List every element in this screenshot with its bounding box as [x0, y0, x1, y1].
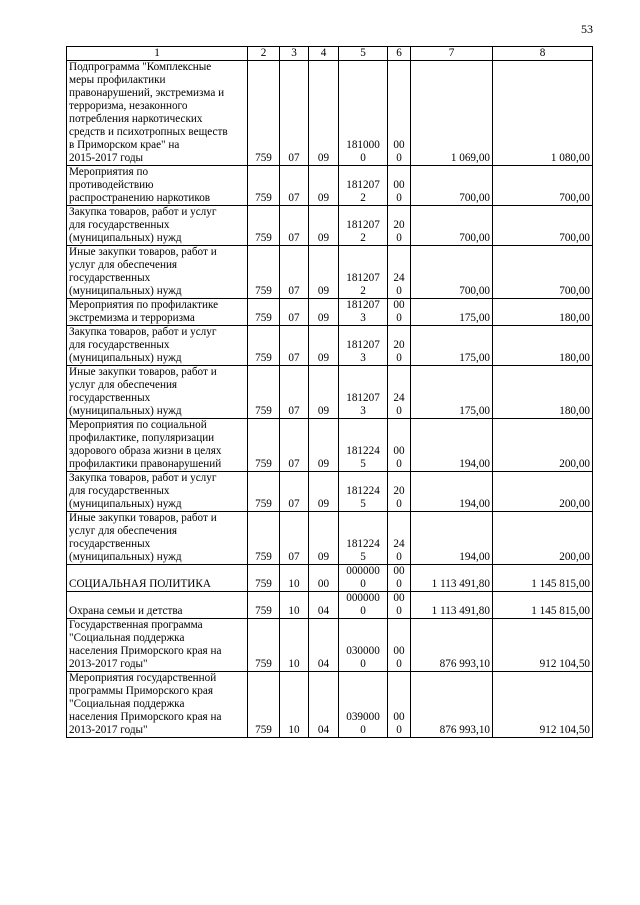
table-header-row: [67, 47, 593, 61]
table-row: [67, 472, 593, 512]
admin-code-cell: 759: [248, 565, 280, 592]
expense-type-cell: 24 0: [388, 246, 411, 299]
table-row: [67, 61, 593, 166]
admin-code-cell: 759: [248, 326, 280, 366]
table-row: [67, 512, 593, 565]
subsection-cell: 04: [309, 619, 339, 672]
subsection-cell: 09: [309, 366, 339, 419]
subsection-cell: 04: [309, 592, 339, 619]
section-cell: 07: [280, 246, 309, 299]
target-article-cell: 000000 0: [339, 565, 388, 592]
amount-2016-cell: 1 069,00: [411, 61, 493, 166]
subsection-cell: 09: [309, 472, 339, 512]
row-name: Закупка товаров, работ и услуг для государственных (муниципальных) нужд: [69, 472, 217, 510]
admin-code-cell: 759: [248, 592, 280, 619]
row-name-cell: [67, 512, 248, 565]
expense-type-cell: 24 0: [388, 366, 411, 419]
budget-table: [66, 46, 593, 738]
amount-2016-cell: 175,00: [411, 366, 493, 419]
table-row: [67, 619, 593, 672]
target-article-cell: 030000 0: [339, 619, 388, 672]
section-cell: 07: [280, 166, 309, 206]
header-cell: 3: [280, 47, 309, 61]
amount-2017-cell: 912 104,50: [493, 672, 593, 738]
amount-2016-cell: 1 113 491,80: [411, 592, 493, 619]
admin-code-cell: 759: [248, 472, 280, 512]
row-name-cell: [67, 166, 248, 206]
section-cell: 07: [280, 206, 309, 246]
expense-type-cell: 20 0: [388, 206, 411, 246]
table-row: [67, 246, 593, 299]
amount-2016-cell: 876 993,10: [411, 619, 493, 672]
row-name: Закупка товаров, работ и услуг для государственных (муниципальных) нужд: [69, 206, 217, 244]
row-name-cell: [67, 326, 248, 366]
header-cell: 4: [309, 47, 339, 61]
target-article-cell: 039000 0: [339, 672, 388, 738]
table-row: [67, 366, 593, 419]
subsection-cell: 09: [309, 166, 339, 206]
target-article-cell: 181207 3: [339, 299, 388, 326]
row-name-cell: [67, 246, 248, 299]
admin-code-cell: 759: [248, 619, 280, 672]
admin-code-cell: 759: [248, 512, 280, 565]
amount-2016-cell: 194,00: [411, 472, 493, 512]
admin-code-cell: 759: [248, 206, 280, 246]
row-name: Закупка товаров, работ и услуг для государственных (муниципальных) нужд: [69, 326, 217, 364]
row-name-cell: [67, 619, 248, 672]
table-row: [67, 672, 593, 738]
section-cell: 10: [280, 672, 309, 738]
row-name: Мероприятия государственной программы Приморского края "Социальная поддержка населения Приморского края на 2013-2017 годы": [69, 672, 222, 736]
row-name: Мероприятия по противодействию распространению наркотиков: [69, 166, 211, 204]
amount-2017-cell: 912 104,50: [493, 619, 593, 672]
section-cell: 07: [280, 299, 309, 326]
amount-2017-cell: 200,00: [493, 472, 593, 512]
amount-2017-cell: 200,00: [493, 512, 593, 565]
amount-2016-cell: 700,00: [411, 246, 493, 299]
subsection-cell: 04: [309, 672, 339, 738]
target-article-cell: 181000 0: [339, 61, 388, 166]
header-cell: 2: [248, 47, 280, 61]
row-name-cell: [67, 592, 248, 619]
subsection-cell: 09: [309, 61, 339, 166]
amount-2017-cell: 180,00: [493, 326, 593, 366]
row-name: Иные закупки товаров, работ и услуг для обеспечения государственных (муниципальных) нужд: [69, 246, 217, 297]
section-cell: 07: [280, 512, 309, 565]
section-cell: 07: [280, 326, 309, 366]
admin-code-cell: 759: [248, 419, 280, 472]
admin-code-cell: 759: [248, 672, 280, 738]
subsection-cell: 09: [309, 299, 339, 326]
admin-code-cell: 759: [248, 299, 280, 326]
subsection-cell: 09: [309, 419, 339, 472]
row-name: СОЦИАЛЬНАЯ ПОЛИТИКА: [69, 578, 211, 590]
expense-type-cell: 00 0: [388, 592, 411, 619]
target-article-cell: 181224 5: [339, 472, 388, 512]
table-row: [67, 419, 593, 472]
row-name-cell: [67, 366, 248, 419]
section-cell: 07: [280, 61, 309, 166]
expense-type-cell: 00 0: [388, 61, 411, 166]
amount-2017-cell: 700,00: [493, 206, 593, 246]
target-article-cell: 181207 3: [339, 326, 388, 366]
target-article-cell: 181224 5: [339, 419, 388, 472]
row-name: Иные закупки товаров, работ и услуг для обеспечения государственных (муниципальных) нужд: [69, 512, 217, 563]
row-name-cell: [67, 472, 248, 512]
header-cell: 6: [388, 47, 411, 61]
row-name: Государственная программа "Социальная поддержка населения Приморского края на 2013-2017 годы": [69, 619, 222, 670]
amount-2016-cell: 194,00: [411, 419, 493, 472]
amount-2017-cell: 180,00: [493, 299, 593, 326]
section-cell: 10: [280, 565, 309, 592]
expense-type-cell: 20 0: [388, 472, 411, 512]
subsection-cell: 09: [309, 326, 339, 366]
admin-code-cell: 759: [248, 166, 280, 206]
header-cell: 5: [339, 47, 388, 61]
row-name: Мероприятия по социальной профилактике, популяризации здорового образа жизни в целях профилактики правонарушений: [69, 419, 222, 470]
header-cell: 1: [67, 47, 248, 61]
table-row: [67, 206, 593, 246]
admin-code-cell: 759: [248, 246, 280, 299]
table-row: [67, 326, 593, 366]
amount-2016-cell: 700,00: [411, 166, 493, 206]
amount-2016-cell: 700,00: [411, 206, 493, 246]
section-cell: 07: [280, 472, 309, 512]
amount-2017-cell: 1 080,00: [493, 61, 593, 166]
table-row: [67, 565, 593, 592]
section-cell: 07: [280, 366, 309, 419]
row-name-cell: [67, 61, 248, 166]
amount-2017-cell: 700,00: [493, 166, 593, 206]
admin-code-cell: 759: [248, 366, 280, 419]
expense-type-cell: 00 0: [388, 672, 411, 738]
target-article-cell: 181224 5: [339, 512, 388, 565]
subsection-cell: 09: [309, 512, 339, 565]
row-name: Иные закупки товаров, работ и услуг для обеспечения государственных (муниципальных) нужд: [69, 366, 217, 417]
admin-code-cell: 759: [248, 61, 280, 166]
amount-2017-cell: 700,00: [493, 246, 593, 299]
header-cell: 7: [411, 47, 493, 61]
subsection-cell: 09: [309, 246, 339, 299]
amount-2017-cell: 1 145 815,00: [493, 565, 593, 592]
amount-2016-cell: 175,00: [411, 299, 493, 326]
expense-type-cell: 00 0: [388, 166, 411, 206]
row-name: Мероприятия по профилактике экстремизма и терроризма: [69, 299, 219, 324]
target-article-cell: 000000 0: [339, 592, 388, 619]
expense-type-cell: 00 0: [388, 619, 411, 672]
row-name: Подпрограмма "Комплексные меры профилактики правонарушений, экстремизма и терроризма, незаконного потребления наркотических средств и психотропных веществ в Приморском крае" на 2015-2017 годы: [69, 61, 228, 164]
header-cell: 8: [493, 47, 593, 61]
section-cell: 10: [280, 619, 309, 672]
expense-type-cell: 00 0: [388, 419, 411, 472]
amount-2016-cell: 175,00: [411, 326, 493, 366]
section-cell: 07: [280, 419, 309, 472]
amount-2017-cell: 1 145 815,00: [493, 592, 593, 619]
amount-2017-cell: 200,00: [493, 419, 593, 472]
subsection-cell: 09: [309, 206, 339, 246]
subsection-cell: 00: [309, 565, 339, 592]
section-cell: 10: [280, 592, 309, 619]
target-article-cell: 181207 3: [339, 366, 388, 419]
expense-type-cell: 20 0: [388, 326, 411, 366]
amount-2016-cell: 194,00: [411, 512, 493, 565]
expense-type-cell: 24 0: [388, 512, 411, 565]
target-article-cell: 181207 2: [339, 246, 388, 299]
target-article-cell: 181207 2: [339, 166, 388, 206]
amount-2017-cell: 180,00: [493, 366, 593, 419]
row-name-cell: [67, 299, 248, 326]
table-row: [67, 299, 593, 326]
expense-type-cell: 00 0: [388, 565, 411, 592]
amount-2016-cell: 1 113 491,80: [411, 565, 493, 592]
row-name-cell: [67, 206, 248, 246]
expense-type-cell: 00 0: [388, 299, 411, 326]
row-name-cell: [67, 565, 248, 592]
table-row: [67, 592, 593, 619]
page-number: 53: [581, 22, 593, 36]
table-row: [67, 166, 593, 206]
amount-2016-cell: 876 993,10: [411, 672, 493, 738]
row-name: Охрана семьи и детства: [69, 605, 183, 617]
row-name-cell: [67, 419, 248, 472]
row-name-cell: [67, 672, 248, 738]
target-article-cell: 181207 2: [339, 206, 388, 246]
